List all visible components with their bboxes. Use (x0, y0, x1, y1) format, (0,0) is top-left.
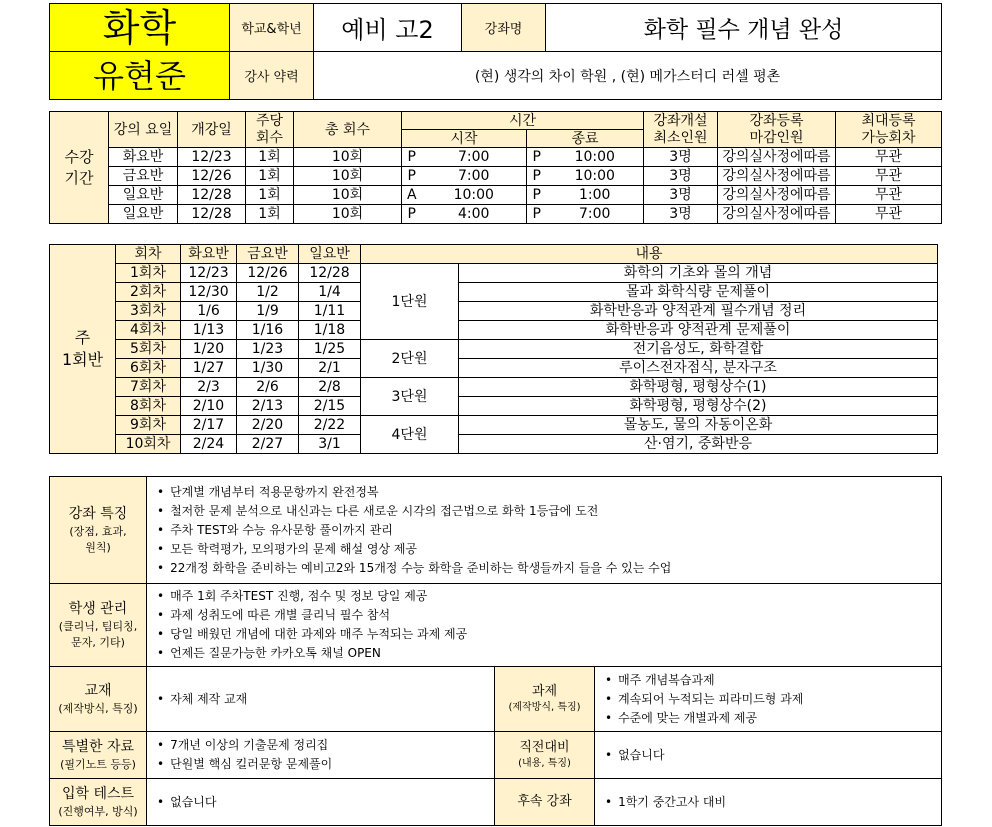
curriculum-row (50, 340, 938, 359)
weekly: 1회 (246, 186, 294, 205)
col-deadline: 강좌등록 마감인원 (718, 112, 836, 148)
start-time: 4:00 (422, 205, 527, 224)
list-item: • 철저한 문제 분석으로 내신과는 다른 새로운 시각의 접근법으로 화학 1등급에 도전 (157, 502, 941, 521)
unit-label: 1단원 (361, 264, 459, 340)
grade-label: 학교&학년 (230, 4, 314, 52)
day: 일요반 (109, 205, 178, 224)
special-materials-sub: (필기노트 등등) (60, 758, 136, 771)
session: 10회차 (116, 435, 181, 454)
sun-date: 1/25 (299, 340, 361, 359)
day: 금요반 (109, 167, 178, 186)
col-day: 강의 요일 (109, 112, 178, 148)
list-item: • 7개년 이상의 기출문제 정리집 (157, 736, 494, 755)
entrance-test-label (50, 779, 147, 826)
date: 12/28 (178, 205, 246, 224)
curriculum-table (49, 244, 938, 454)
curriculum-row (50, 416, 938, 435)
total: 10회 (294, 148, 402, 167)
homework-title: 과제 (531, 684, 558, 699)
session: 3회차 (116, 302, 181, 321)
fri-date: 1/23 (237, 340, 299, 359)
curriculum-row (50, 302, 938, 321)
content: 루이스전자점식, 분자구조 (459, 359, 938, 378)
sun-date: 2/22 (299, 416, 361, 435)
end-time: 7:00 (547, 205, 644, 224)
entrance-test-sub: (진행여부, 방식) (58, 805, 138, 818)
list-item: • 매주 1회 주차TEST 진행, 점수 및 정보 당일 제공 (157, 587, 941, 606)
date: 12/23 (178, 148, 246, 167)
header-table (49, 3, 942, 100)
fri-date: 1/30 (237, 359, 299, 378)
tue-date: 1/13 (181, 321, 237, 340)
list-item: • 주차 TEST와 수능 유사문항 풀이까지 관리 (157, 521, 941, 540)
fri-date: 2/27 (237, 435, 299, 454)
sun-date: 2/1 (299, 359, 361, 378)
col-content: 내용 (361, 245, 938, 264)
start-time: 7:00 (422, 148, 527, 167)
student-management-content (147, 584, 942, 667)
list-item: • 매주 개념복습과제 (605, 671, 941, 690)
content: 화학반응과 양적관계 문제풀이 (459, 321, 938, 340)
student-management-sub: (클리닉, 팀티칭, 문자, 기타) (58, 620, 138, 649)
fri-date: 2/20 (237, 416, 299, 435)
max-sessions: 무관 (836, 186, 942, 205)
tue-date: 2/24 (181, 435, 237, 454)
day: 화요반 (109, 148, 178, 167)
session: 9회차 (116, 416, 181, 435)
start-ampm: P (402, 205, 422, 224)
grade-value: 예비 고2 (314, 4, 462, 52)
tue-date: 2/3 (181, 378, 237, 397)
curriculum-row (50, 283, 938, 302)
course-name: 화학 필수 개념 완성 (546, 4, 942, 52)
content: 화학평형, 평형상수(2) (459, 397, 938, 416)
curriculum-row (50, 397, 938, 416)
sun-date: 1/18 (299, 321, 361, 340)
list-item: • 언제든 질문가능한 카카오톡 채널 OPEN (157, 644, 941, 663)
col-start-date: 개강일 (178, 112, 246, 148)
session: 1회차 (116, 264, 181, 283)
textbook-content (147, 667, 495, 732)
session: 7회차 (116, 378, 181, 397)
textbook-title: 교재 (84, 683, 112, 699)
exam-prep-sub: (내용, 특징) (518, 758, 571, 769)
followup-course-label (495, 779, 595, 826)
textbook-label (50, 667, 147, 732)
end-time: 1:00 (547, 186, 644, 205)
col-session: 회차 (116, 245, 181, 264)
unit-label: 3단원 (361, 378, 459, 416)
list-item: • 없습니다 (605, 746, 941, 765)
list-item: • 계속되어 누적되는 피라미드형 과제 (605, 690, 941, 709)
max-sessions: 무관 (836, 148, 942, 167)
schedule-row (50, 167, 942, 186)
col-max-sessions: 최대등록 가능회차 (836, 112, 942, 148)
weekly: 1회 (246, 205, 294, 224)
textbook-sub: (제작방식, 특징) (58, 702, 138, 715)
total: 10회 (294, 186, 402, 205)
fri-date: 2/6 (237, 378, 299, 397)
col-total: 총 회수 (294, 112, 402, 148)
weekly: 1회 (246, 167, 294, 186)
list-item: • 1학기 중간고사 대비 (605, 793, 941, 812)
total: 10회 (294, 205, 402, 224)
deadline: 강의실사정에따름 (718, 186, 836, 205)
start-time: 7:00 (422, 167, 527, 186)
curriculum-row (50, 264, 938, 283)
content: 화학의 기초와 몰의 개념 (459, 264, 938, 283)
col-tue: 화요반 (181, 245, 237, 264)
col-fri: 금요반 (237, 245, 299, 264)
teacher-name: 유현준 (50, 52, 230, 100)
col-time-start: 시작 (402, 130, 527, 148)
homework-content (595, 667, 942, 732)
start-ampm: P (402, 167, 422, 186)
features-table (49, 476, 942, 826)
schedule-side-label: 수강 기간 (50, 112, 109, 224)
content: 화학반응과 양적관계 필수개념 정리 (459, 302, 938, 321)
profile-value: (현) 생각의 차이 학원 , (현) 메가스터디 러셀 평촌 (314, 52, 942, 100)
weekly: 1회 (246, 148, 294, 167)
homework-sub: (제작방식, 특징) (508, 702, 581, 713)
end-time: 10:00 (547, 148, 644, 167)
fri-date: 2/13 (237, 397, 299, 416)
end-time: 10:00 (547, 167, 644, 186)
sun-date: 3/1 (299, 435, 361, 454)
list-item: • 단계별 개념부터 적용문항까지 완전정복 (157, 483, 941, 502)
tue-date: 2/17 (181, 416, 237, 435)
subject-title: 화학 (50, 4, 230, 52)
total: 10회 (294, 167, 402, 186)
tue-date: 2/10 (181, 397, 237, 416)
student-management-label (50, 584, 147, 667)
course-features-label (50, 477, 147, 584)
session: 6회차 (116, 359, 181, 378)
curriculum-row (50, 378, 938, 397)
deadline: 강의실사정에따름 (718, 167, 836, 186)
session: 4회차 (116, 321, 181, 340)
fri-date: 1/16 (237, 321, 299, 340)
student-management-title: 학생 관리 (68, 601, 128, 617)
fri-date: 1/9 (237, 302, 299, 321)
content: 산·염기, 중화반응 (459, 435, 938, 454)
schedule-row (50, 205, 942, 224)
max-sessions: 무관 (836, 167, 942, 186)
curriculum-row (50, 321, 938, 340)
min-people: 3명 (644, 186, 718, 205)
schedule-row (50, 186, 942, 205)
curriculum-row (50, 359, 938, 378)
end-ampm: P (527, 167, 547, 186)
date: 12/28 (178, 186, 246, 205)
sun-date: 2/15 (299, 397, 361, 416)
tue-date: 1/27 (181, 359, 237, 378)
sun-date: 2/8 (299, 378, 361, 397)
list-item: • 과제 성취도에 따른 개별 클리닉 필수 참석 (157, 606, 941, 625)
curriculum-row (50, 435, 938, 454)
day: 일요반 (109, 186, 178, 205)
tue-date: 12/30 (181, 283, 237, 302)
schedule-row (50, 148, 942, 167)
date: 12/26 (178, 167, 246, 186)
course-features-sub: (장점, 효과, 원칙) (69, 525, 127, 554)
min-people: 3명 (644, 148, 718, 167)
session: 5회차 (116, 340, 181, 359)
list-item: • 당일 배웠던 개념에 대한 과제와 매주 누적되는 과제 제공 (157, 625, 941, 644)
list-item: • 모든 학력평가, 모의평가의 문제 해설 영상 제공 (157, 540, 941, 559)
homework-label (495, 667, 595, 732)
schedule-table (49, 111, 942, 224)
sun-date: 1/4 (299, 283, 361, 302)
end-ampm: P (527, 205, 547, 224)
content: 몰농도, 물의 자동이온화 (459, 416, 938, 435)
course-features-title: 강좌 특징 (68, 506, 128, 522)
session: 2회차 (116, 283, 181, 302)
special-materials-content (147, 732, 495, 779)
tue-date: 1/6 (181, 302, 237, 321)
end-ampm: P (527, 148, 547, 167)
end-ampm: P (527, 186, 547, 205)
start-time: 10:00 (422, 186, 527, 205)
unit-label: 4단원 (361, 416, 459, 454)
col-sun: 일요반 (299, 245, 361, 264)
curriculum-side-label: 주 1회반 (50, 245, 116, 454)
session: 8회차 (116, 397, 181, 416)
exam-prep-label (495, 732, 595, 779)
col-time-end: 종료 (527, 130, 644, 148)
special-materials-label (50, 732, 147, 779)
sun-date: 1/11 (299, 302, 361, 321)
deadline: 강의실사정에따름 (718, 148, 836, 167)
start-ampm: P (402, 148, 422, 167)
content: 화학평형, 평형상수(1) (459, 378, 938, 397)
fri-date: 1/2 (237, 283, 299, 302)
list-item: • 없습니다 (157, 793, 494, 812)
min-people: 3명 (644, 167, 718, 186)
exam-prep-title: 직전대비 (519, 740, 570, 755)
list-item: • 수준에 맞는 개별과제 제공 (605, 709, 941, 728)
sun-date: 12/28 (299, 264, 361, 283)
tue-date: 12/23 (181, 264, 237, 283)
course-features-content (147, 477, 942, 584)
fri-date: 12/26 (237, 264, 299, 283)
content: 전기음성도, 화학결합 (459, 340, 938, 359)
list-item: • 자체 제작 교재 (157, 690, 494, 709)
followup-course-title: 후속 강좌 (517, 794, 572, 809)
special-materials-title: 특별한 자료 (61, 739, 135, 755)
content: 몰과 화학식량 문제풀이 (459, 283, 938, 302)
course-label: 강좌명 (462, 4, 546, 52)
exam-prep-content (595, 732, 942, 779)
deadline: 강의실사정에따름 (718, 205, 836, 224)
col-min-people: 강좌개설 최소인원 (644, 112, 718, 148)
entrance-test-title: 입학 테스트 (61, 786, 135, 802)
max-sessions: 무관 (836, 205, 942, 224)
profile-label: 강사 약력 (230, 52, 314, 100)
min-people: 3명 (644, 205, 718, 224)
col-weekly: 주당 회수 (246, 112, 294, 148)
entrance-test-content (147, 779, 495, 826)
tue-date: 1/20 (181, 340, 237, 359)
list-item: • 22개정 화학을 준비하는 예비고2와 15개정 수능 화학을 준비하는 학생들까지 들을 수 있는 수업 (157, 559, 941, 578)
start-ampm: A (402, 186, 422, 205)
col-time: 시간 (402, 112, 644, 130)
unit-label: 2단원 (361, 340, 459, 378)
followup-course-content (595, 779, 942, 826)
list-item: • 단원별 핵심 킬러문항 문제풀이 (157, 755, 494, 774)
